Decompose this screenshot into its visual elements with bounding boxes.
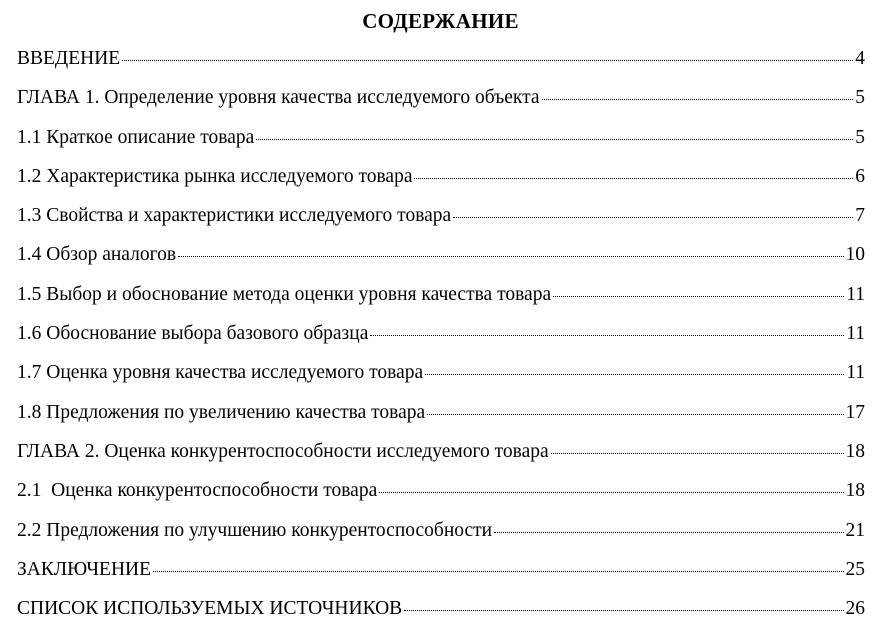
toc-entry-1-1[interactable]: [17, 127, 865, 166]
toc-entry-2-2[interactable]: [17, 520, 865, 559]
dot-leader: [404, 610, 843, 611]
toc-entry-label: 1.8 Предложения по увеличению качества товара: [17, 401, 426, 423]
table-of-contents: [17, 48, 865, 637]
dot-leader: [414, 178, 853, 179]
toc-entry-page: 17: [845, 401, 865, 423]
toc-entry-label: 1.6 Обоснование выбора базового образца: [17, 323, 369, 345]
toc-entry-label: ГЛАВА 2. Оценка конкурентоспособности исследуемого товара: [17, 440, 549, 462]
toc-entry-label: 1.3 Свойства и характеристики исследуемого товара: [17, 205, 452, 227]
toc-entry-page: 11: [846, 362, 865, 384]
toc-entry-page: 11: [846, 323, 865, 345]
toc-entry-label: СПИСОК ИСПОЛЬЗУЕМЫХ ИСТОЧНИКОВ: [17, 598, 403, 620]
toc-entry-page: 5: [855, 87, 865, 109]
dot-leader: [551, 453, 844, 454]
toc-entry-page: 18: [845, 440, 865, 462]
toc-entry-label: ВВЕДЕНИЕ: [17, 48, 121, 69]
toc-entry-label: ЗАКЛЮЧЕНИЕ: [17, 558, 152, 580]
dot-leader: [379, 492, 843, 493]
toc-entry-1-5[interactable]: [17, 284, 865, 323]
toc-entry-1-8[interactable]: [17, 402, 865, 441]
dot-leader: [425, 374, 844, 375]
toc-entry-conclusion[interactable]: [17, 559, 865, 598]
dot-leader: [122, 60, 853, 61]
toc-entry-introduction[interactable]: [17, 48, 865, 87]
toc-entry-2-1[interactable]: [17, 480, 865, 519]
toc-entry-page: 4: [855, 48, 865, 69]
toc-entry-page: 18: [845, 480, 865, 502]
toc-entry-page: 6: [855, 165, 865, 187]
dot-leader: [553, 296, 844, 297]
dot-leader: [494, 532, 843, 533]
toc-entry-page: 21: [845, 519, 865, 541]
toc-entry-page: 11: [846, 283, 865, 305]
toc-entry-label: ГЛАВА 1. Определение уровня качества исследуемого объекта: [17, 87, 540, 109]
toc-entry-chapter-2[interactable]: [17, 441, 865, 480]
toc-entry-page: 7: [855, 205, 865, 227]
toc-entry-1-2[interactable]: [17, 166, 865, 205]
toc-entry-page: 10: [845, 244, 865, 266]
toc-entry-page: 26: [845, 598, 865, 620]
toc-entry-1-4[interactable]: [17, 244, 865, 283]
dot-leader: [178, 256, 843, 257]
toc-entry-1-7[interactable]: [17, 362, 865, 401]
dot-leader: [427, 414, 843, 415]
toc-entry-label: 1.1 Краткое описание товара: [17, 126, 255, 148]
toc-entry-page: 5: [855, 126, 865, 148]
dot-leader: [153, 571, 843, 572]
toc-entry-page: 25: [845, 558, 865, 580]
toc-entry-references[interactable]: [17, 598, 865, 637]
dot-leader: [256, 139, 853, 140]
toc-entry-label: 1.4 Обзор аналогов: [17, 244, 177, 266]
toc-entry-1-6[interactable]: [17, 323, 865, 362]
toc-entry-chapter-1[interactable]: [17, 87, 865, 126]
dot-leader: [453, 217, 853, 218]
toc-entry-label: 2.1 Оценка конкурентоспособности товара: [17, 480, 378, 502]
toc-entry-label: 1.2 Характеристика рынка исследуемого товара: [17, 165, 413, 187]
dot-leader: [370, 335, 844, 336]
toc-entry-1-3[interactable]: [17, 205, 865, 244]
toc-entry-label: 1.7 Оценка уровня качества исследуемого товара: [17, 362, 424, 384]
toc-entry-label: 1.5 Выбор и обоснование метода оценки уровня качества товара: [17, 283, 552, 305]
page-title: СОДЕРЖАНИЕ: [362, 9, 519, 33]
toc-entry-label: 2.2 Предложения по улучшению конкурентоспособности: [17, 519, 493, 541]
dot-leader: [542, 99, 854, 100]
